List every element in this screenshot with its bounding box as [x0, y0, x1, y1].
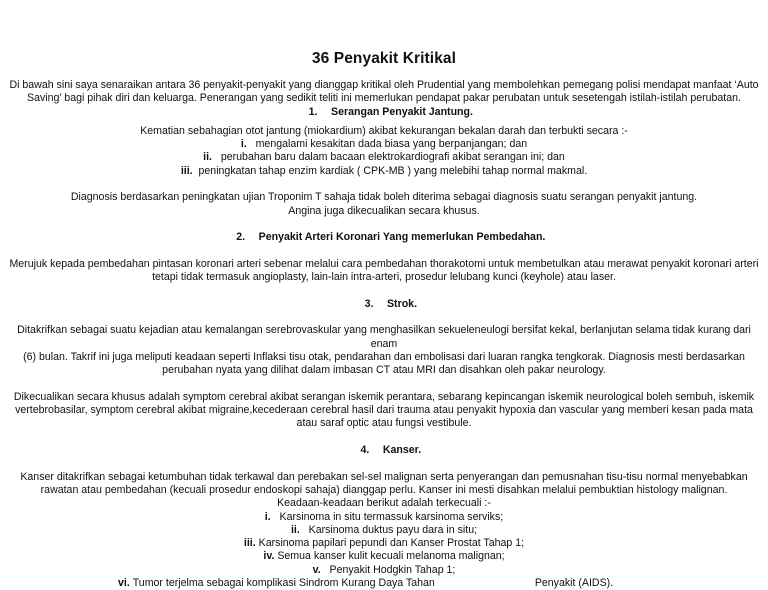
section-title: Penyakit Arteri Koronari Yang memerlukan Pembedahan. — [258, 231, 546, 244]
paragraph: Merujuk kepada pembedahan pintasan koronari arteri sebenar melalui cara pembedahan thorakotomi untuk membetulkan atau merawat penyakit koronari arteri — [9, 257, 759, 270]
roman-numeral: ii. — [290, 523, 300, 536]
paragraph: Kematian sebahagian otot jantung (miokardium) akibat kekurangan bekalan darah dan terbukti secara :- — [140, 124, 628, 137]
page-title: 36 Penyakit Kritikal — [311, 50, 457, 67]
roman-numeral: iv. — [263, 550, 275, 563]
intro-line: Saving’ bagi pihak diri dan keluarga. Penerangan yang sedikit teliti ini memerlukan pendapat pakar perubatan untuk sesetengah istilah-istilah perubatan. — [27, 92, 741, 105]
list-item — [6, 577, 762, 590]
intro-line: Di bawah sini saya senaraikan antara 36 penyakit-penyakit yang dianggap kritikal oleh Prudential yang membolehkan pemegang polisi mendapat manfaat ‘Auto — [9, 79, 759, 91]
list-item-text: Karsinoma duktus payu dara in situ; — [308, 523, 478, 536]
paragraph: (6) bulan. Takrif ini juga meliputi keadaan seperti Inflaksi tisu otak, pendarahan dan embolisasi dari luaran rangka tengkorak. Diagnosis mesti berdasarkan — [23, 350, 745, 363]
section-number: 3. — [364, 297, 374, 310]
roman-numeral: iii. — [180, 164, 193, 177]
list-item-text: Karsinoma papilari pepundi dan Kanser Prostat Tahap 1; — [258, 537, 525, 550]
paragraph: Ditakrifkan sebagai suatu kejadian atau kemalangan serebrovaskular yang menghasilkan sekueleneulogi bersifat kekal, berlanjutan selama tidak kurang dari enam — [17, 324, 751, 350]
section-number: 1. — [308, 105, 318, 118]
paragraph: Kanser ditakrifkan sebagai ketumbuhan tidak terkawal dan perebakan sel-sel malignan serta penyerangan dan pemusnahan tisu-tisu normal menyebabkan — [20, 470, 748, 483]
roman-numeral: i. — [264, 510, 271, 523]
paragraph: tetapi tidak termasuk angioplasty, lain-lain intra-arteri, prosedur lelubang kunci (keyhole) atau laser. — [152, 271, 616, 284]
list-item — [6, 165, 762, 178]
list-item — [6, 537, 762, 550]
list-item — [6, 564, 762, 577]
roman-numeral: i. — [240, 138, 247, 151]
list-item — [6, 511, 762, 524]
list-item-tail: Penyakit (AIDS). — [534, 576, 614, 589]
document-body — [6, 79, 762, 590]
section-title: Serangan Penyakit Jantung. — [331, 105, 473, 118]
section-title: Kanser. — [382, 444, 422, 457]
section-title: Strok. — [386, 297, 418, 310]
paragraph: Diagnosis berdasarkan peningkatan ujian Troponim T sahaja tidak boleh diterima sebagai diagnosis suatu serangan penyakit jantung. — [70, 191, 698, 204]
section-number: 4. — [360, 444, 370, 457]
list-item-text: peningkatan tahap enzim kardiak ( CPK-MB ) yang melebihi tahap normal makmal. — [198, 164, 588, 177]
list-item-text: Semua kanser kulit kecuali melanoma malignan; — [277, 550, 505, 563]
list-item-text: mengalami kesakitan dada biasa yang berpanjangan; dan — [255, 138, 528, 151]
roman-numeral: vi. — [118, 576, 130, 589]
section-heading-3 — [6, 298, 762, 311]
roman-numeral: iii. — [243, 537, 256, 550]
section-number: 2. — [236, 231, 246, 244]
paragraph: Dikecualikan secara khusus adalah symptom cerebral akibat serangan iskemik perantara, sebarang kepincangan iskemik neurological boleh sembuh, iskemik — [13, 390, 755, 403]
list-item-text: Karsinoma in situ termassuk karsinoma serviks; — [279, 510, 504, 523]
list-item-text: Penyakit Hodgkin Tahap 1; — [329, 563, 456, 576]
paragraph: vertebrobasilar, symptom cerebral akibat migraine,kecederaan cerebral hasil dari trauma atau penyakit hypoxia dan vascular yang memberi kesan pada mata — [15, 404, 753, 417]
paragraph: perubahan nyata yang dilihat dalam imbasan CT atau MRI dan disahkan oleh pakar neurology. — [162, 364, 606, 377]
list-item-text: perubahan baru dalam bacaan elektrokardiografi akibat serangan ini; dan — [220, 151, 565, 164]
list-item — [6, 151, 762, 164]
list-item-text: Tumor terjelma sebagai komplikasi Sindrom Kurang Daya Tahan — [132, 576, 435, 589]
list-item — [6, 524, 762, 537]
paragraph: atau saraf optic atau fungsi vestibule. — [296, 417, 472, 430]
roman-numeral: ii. — [203, 151, 213, 164]
section-heading-1 — [6, 106, 762, 119]
list-item — [6, 138, 762, 151]
roman-numeral: v. — [312, 563, 321, 576]
paragraph: Angina juga dikecualikan secara khusus. — [288, 204, 480, 217]
paragraph: Keadaan-keadaan berikut adalah terkecuali :- — [277, 497, 491, 510]
section-heading-2 — [6, 231, 762, 244]
paragraph: rawatan atau pembedahan (kecuali prosedur endoskopi sahaja) dianggap perlu. Kanser ini mesti disahkan melalui pembuktian histology malignan. — [40, 483, 728, 496]
list-item — [6, 550, 762, 563]
section-heading-4 — [6, 444, 762, 457]
